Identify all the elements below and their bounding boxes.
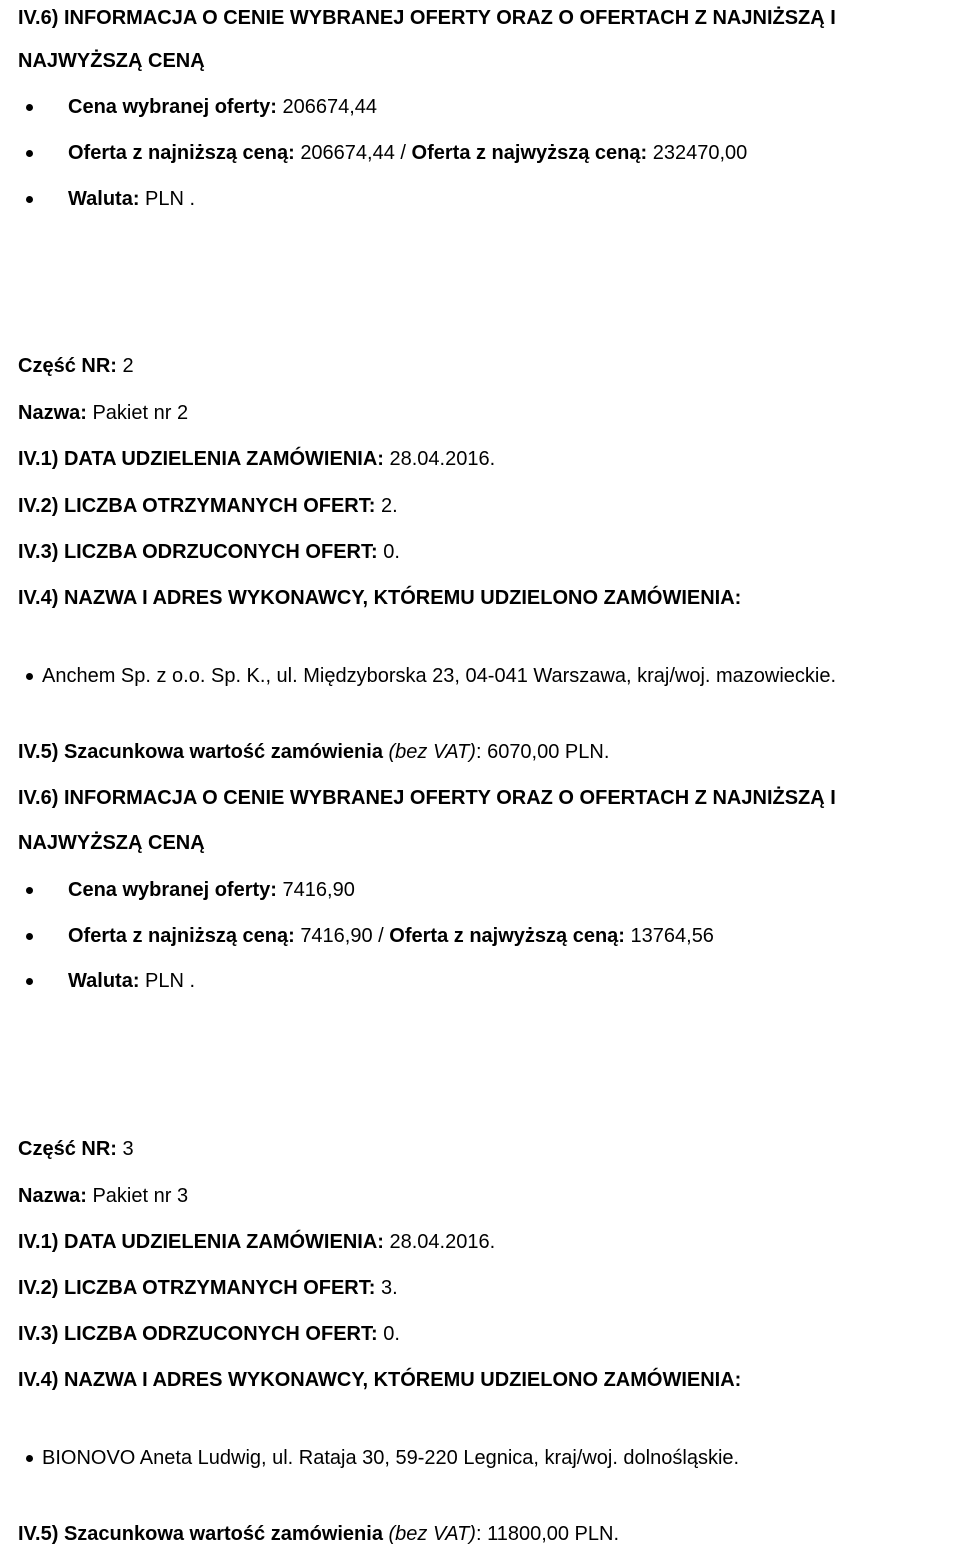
bullet-icon — [26, 1455, 33, 1462]
offers-received: IV.2) LICZBA OTRZYMANYCH OFERT: 2. — [18, 495, 398, 517]
contractor-heading: IV.4) NAZWA I ADRES WYKONAWCY, KTÓREMU UDZIELONO ZAMÓWIENIA: — [18, 1369, 742, 1391]
part-number: Część NR: 2 — [18, 355, 134, 377]
section-heading-iv6-cont: NAJWYŻSZĄ CENĄ — [18, 832, 205, 854]
award-date: IV.1) DATA UDZIELENIA ZAMÓWIENIA: 28.04.2016. — [18, 448, 496, 470]
offers-rejected: IV.3) LICZBA ODRZUCONYCH OFERT: 0. — [18, 541, 400, 563]
offers-rejected: IV.3) LICZBA ODRZUCONYCH OFERT: 0. — [18, 1323, 400, 1345]
bullet-icon — [26, 933, 33, 940]
bullet-icon — [26, 978, 33, 985]
bullet-icon — [26, 196, 33, 203]
bullet-icon — [26, 673, 33, 680]
award-date: IV.1) DATA UDZIELENIA ZAMÓWIENIA: 28.04.2016. — [18, 1231, 496, 1253]
estimated-value: IV.5) Szacunkowa wartość zamówienia (bez VAT): 6070,00 PLN. — [18, 741, 610, 763]
section-heading-iv6-cont: NAJWYŻSZĄ CENĄ — [18, 50, 205, 72]
part-number: Część NR: 3 — [18, 1138, 134, 1160]
part-name: Nazwa: Pakiet nr 2 — [18, 402, 189, 424]
bullet-icon — [26, 104, 33, 111]
bullet-icon — [26, 887, 33, 894]
section-heading-iv6: IV.6) INFORMACJA O CENIE WYBRANEJ OFERTY ORAZ O OFERTACH Z NAJNIŻSZĄ I — [18, 787, 836, 809]
estimated-value: IV.5) Szacunkowa wartość zamówienia (bez VAT): 11800,00 PLN. — [18, 1523, 620, 1545]
offers-received: IV.2) LICZBA OTRZYMANYCH OFERT: 3. — [18, 1277, 398, 1299]
part-name: Nazwa: Pakiet nr 3 — [18, 1185, 189, 1207]
contractor-heading: IV.4) NAZWA I ADRES WYKONAWCY, KTÓREMU UDZIELONO ZAMÓWIENIA: — [18, 587, 742, 609]
bullet-icon — [26, 150, 33, 157]
section-heading-iv6: IV.6) INFORMACJA O CENIE WYBRANEJ OFERTY ORAZ O OFERTACH Z NAJNIŻSZĄ I — [18, 7, 836, 29]
